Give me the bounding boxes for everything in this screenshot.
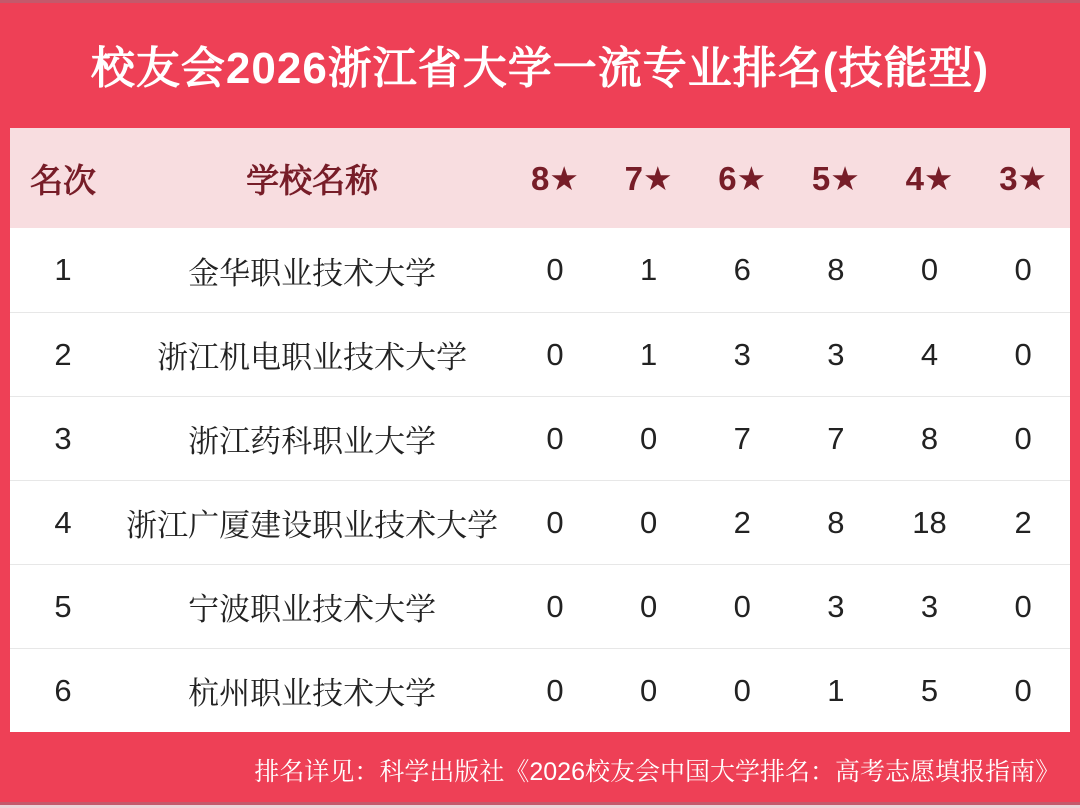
- star-count-cell: 0: [546, 672, 564, 708]
- star-count-cell: 7: [733, 420, 751, 456]
- star-count-cell: 3: [827, 336, 845, 372]
- star-count-cell: 0: [1014, 252, 1032, 287]
- rank-cell: 5: [54, 588, 72, 624]
- star-count-cell: 0: [546, 420, 564, 456]
- star-count-cell: 0: [640, 588, 658, 624]
- school-cell: 宁波职业技术大学: [188, 592, 437, 627]
- star-count-cell: 0: [546, 588, 564, 624]
- rank-cell: 3: [54, 420, 72, 456]
- column-header-5star: 5★: [811, 159, 860, 197]
- star-count-cell: 18: [912, 504, 947, 540]
- rank-cell: 4: [54, 504, 72, 540]
- ranking-table: [10, 128, 1070, 732]
- rank-cell: 6: [54, 672, 72, 708]
- column-header-7star: 7★: [624, 159, 673, 197]
- page-title: 校友会2026浙江省大学一流专业排名(技能型): [90, 44, 990, 93]
- star-count-cell: 0: [1014, 336, 1032, 372]
- star-count-cell: 6: [733, 252, 751, 287]
- star-count-cell: 0: [1014, 420, 1032, 456]
- star-count-cell: 0: [546, 252, 564, 287]
- star-count-cell: 0: [640, 672, 658, 708]
- star-count-cell: 2: [733, 504, 751, 540]
- star-count-cell: 0: [546, 504, 564, 540]
- column-header-6star: 6★: [718, 159, 767, 197]
- school-cell: 浙江药科职业大学: [188, 424, 437, 459]
- star-count-cell: 0: [546, 336, 564, 372]
- star-count-cell: 5: [920, 672, 939, 708]
- top-edge-line: [0, 0, 1080, 3]
- column-header-4star: 4★: [905, 159, 954, 197]
- column-header-rank: 名次: [30, 161, 96, 199]
- banner: [0, 0, 1080, 128]
- star-count-cell: 8: [827, 504, 845, 540]
- star-count-cell: 0: [640, 504, 658, 540]
- table-row: [10, 564, 1070, 648]
- star-count-cell: 0: [920, 252, 939, 287]
- table-row: [10, 312, 1070, 396]
- star-count-cell: 3: [920, 588, 939, 624]
- table-row: [10, 228, 1070, 312]
- footer-note: 排名详见：科学出版社《2026校友会中国大学排名：高考志愿填报指南》: [254, 758, 1060, 786]
- school-cell: 浙江广厦建设职业技术大学: [126, 508, 499, 543]
- star-count-cell: 3: [827, 588, 845, 624]
- star-count-cell: 8: [827, 252, 845, 287]
- star-count-cell: 2: [1014, 504, 1032, 540]
- star-count-cell: 8: [920, 420, 939, 456]
- star-count-cell: 4: [920, 336, 939, 372]
- star-count-cell: 0: [733, 672, 751, 708]
- star-count-cell: 7: [827, 420, 845, 456]
- star-count-cell: 1: [827, 672, 845, 708]
- column-header-school: 学校名称: [246, 161, 379, 199]
- star-count-cell: 0: [1014, 672, 1032, 708]
- star-count-cell: 1: [640, 336, 658, 372]
- school-cell: 金华职业技术大学: [188, 255, 437, 291]
- star-count-cell: 0: [733, 588, 751, 624]
- star-count-cell: 1: [640, 252, 658, 287]
- rank-cell: 2: [54, 336, 72, 372]
- star-count-cell: 0: [1014, 588, 1032, 624]
- rank-cell: 1: [54, 252, 72, 287]
- column-header-3star: 3★: [999, 159, 1048, 197]
- star-count-cell: 3: [733, 336, 751, 372]
- table-row: [10, 480, 1070, 564]
- star-count-cell: 0: [640, 420, 658, 456]
- table-row: [10, 648, 1070, 732]
- school-cell: 浙江机电职业技术大学: [157, 340, 468, 375]
- school-cell: 杭州职业技术大学: [188, 676, 437, 711]
- column-header-8star: 8★: [531, 159, 579, 197]
- footer: [0, 732, 1080, 808]
- table-header-row: [10, 128, 1070, 228]
- table-row: [10, 396, 1070, 480]
